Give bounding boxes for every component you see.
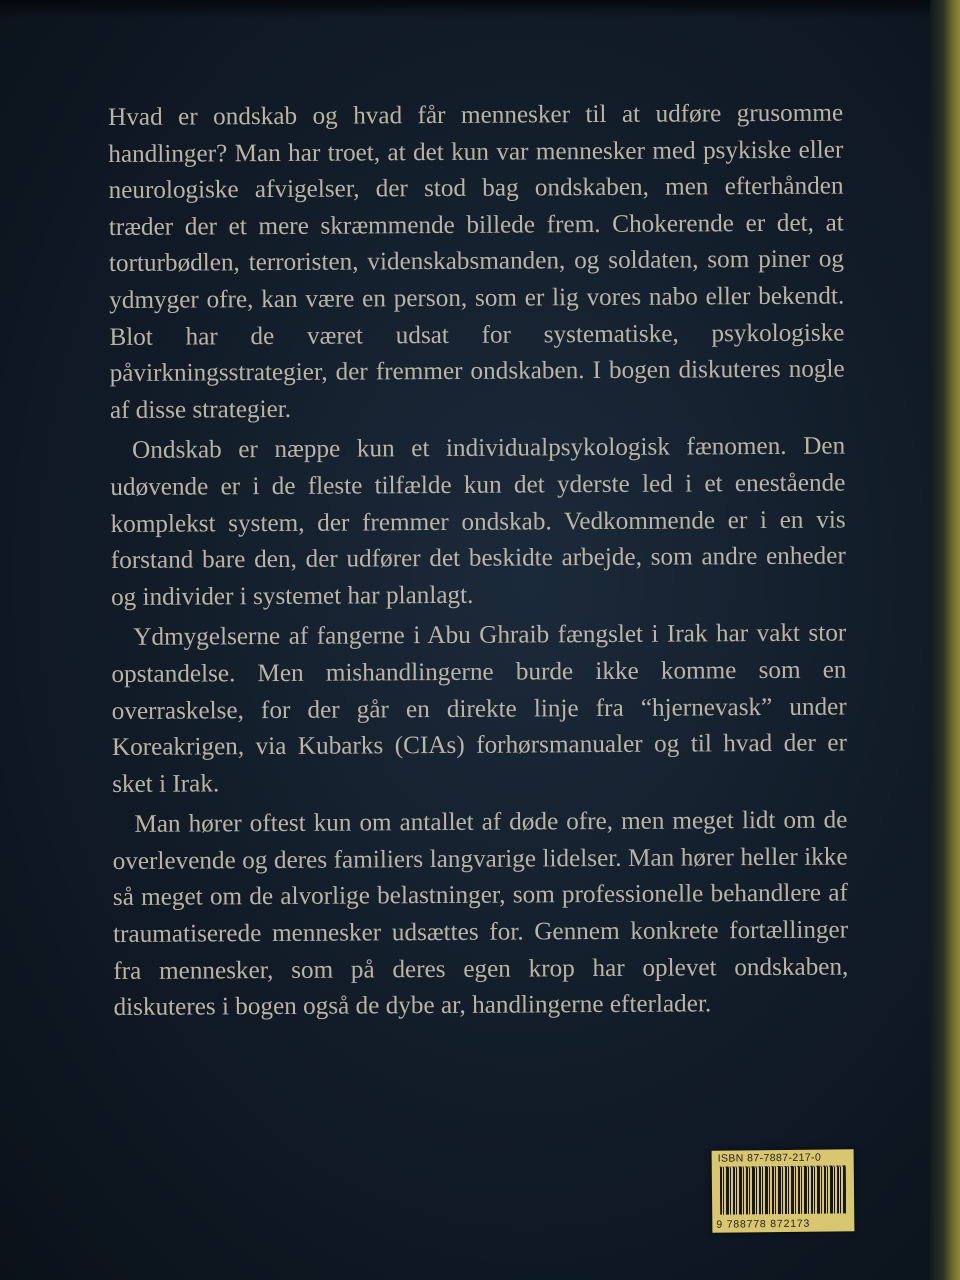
background-edge [930,0,960,1280]
barcode-bars [720,1165,846,1214]
barcode-digits: 9 788778 872173 [716,1217,811,1231]
blurb-paragraph-1: Hvad er ondskab og hvad får mennesker til at udføre grusomme handlinger? Man har troet, at det kun var mennesker med psykiske eller neurologiske afvigelser, der stod bag ondskaben, men efterhånden træder der et mere skræmmende billede frem. Chokerende er det, at torturbødlen, terroristen, videnskabsmanden, og soldaten, som piner og ydmyger ofre, kan være en person, som er lig vores nabo eller bekendt. Blot har de været udsat for systematiske, psykologiske påvirkningsstrategier, der fremmer ondskaben. I bogen diskuteres nogle af disse strategier. [108,99,845,424]
blurb-paragraph-3: Ydmygelserne af fangerne i Abu Ghraib fængslet i Irak har vakt stor opstandelse. Men mishandlingerne burde ikke komme som en overraskelse, for der går en direkte linje fra “hjernevask” under Koreakrigen, via Kubarks (CIAs) forhørsmanualer og til hvad der er sket i Irak. [111,619,848,798]
back-cover-blurb [108,96,849,1031]
blurb-paragraph-4: Man hører oftest kun om antallet af døde ofre, men meget lidt om de overlevende og deres familiers langvarige lidelser. Man hører heller ikke så meget om de alvorlige belastninger, som professionelle behandlere af traumatiserede mennesker udsættes for. Gennem konkrete fortællinger fra mennesker, som på deres egen krop har oplevet ondskaben, diskuteres i bogen også de dybe ar, handlingerne efterlader. [112,806,849,1022]
isbn-barcode-label [712,1149,855,1232]
cover-top-shadow [0,0,960,18]
isbn-number: ISBN 87-7887-217-0 [717,1151,822,1165]
blurb-paragraph-2: Ondskab er næppe kun et individualpsykologisk fænomen. Den udøvende er i de fleste tilfælde kun det yderste led i et enestående komplekst system, der fremmer ondskab. Vedkommende er i en vis forstand bare den, der udfører det beskidte arbejde, som andre enheder og individer i systemet har planlagt. [110,432,846,611]
